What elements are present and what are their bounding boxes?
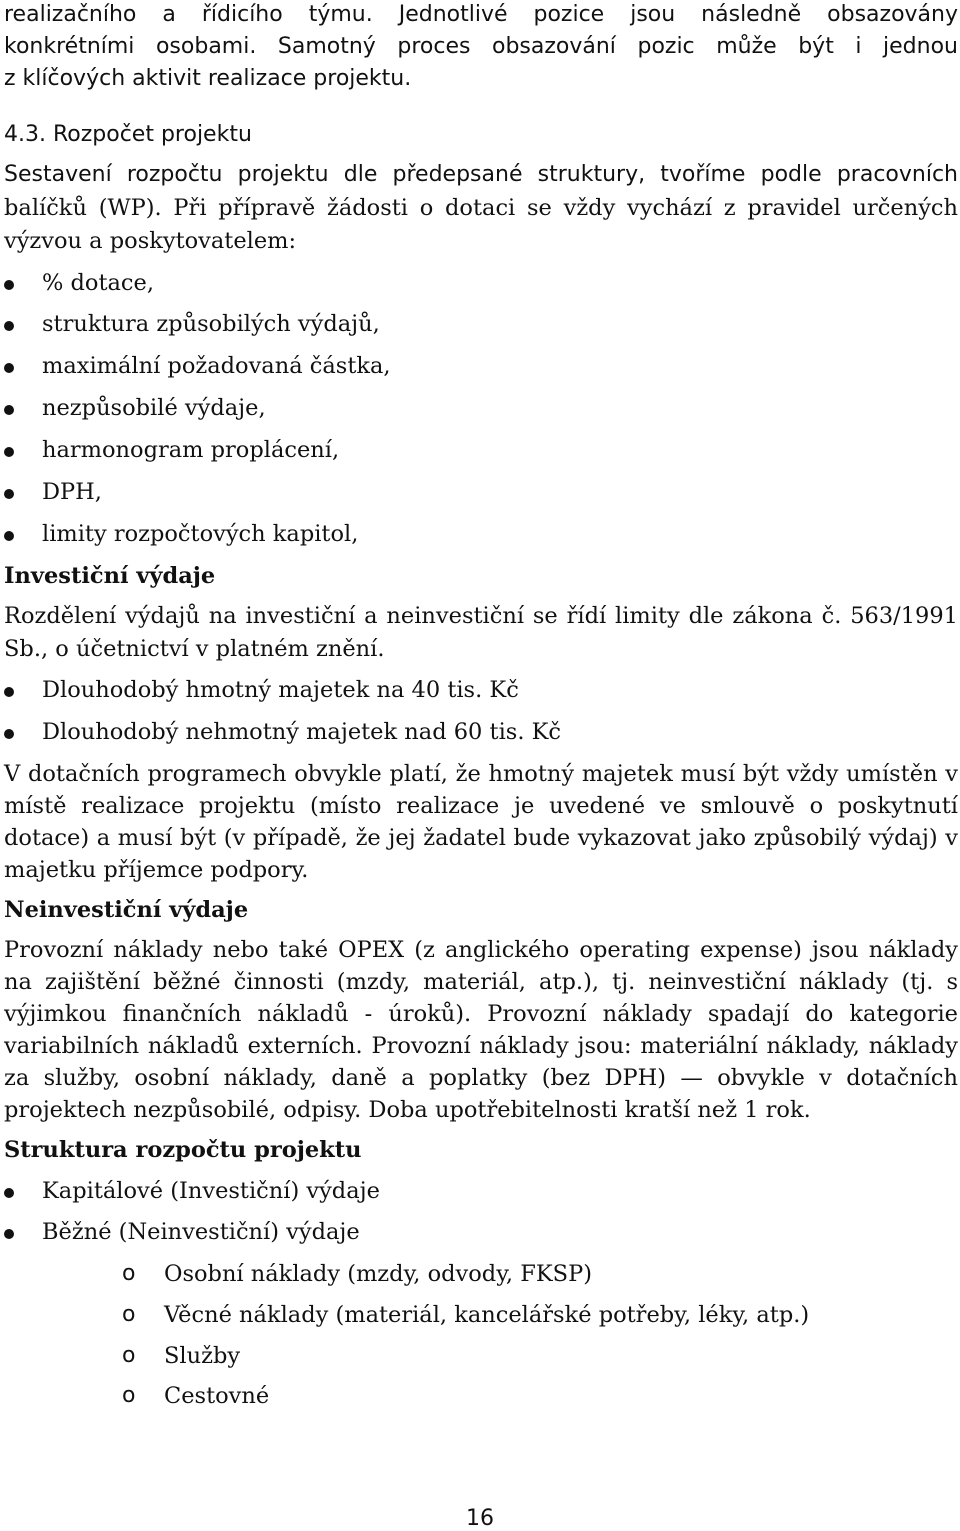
- sub-list-item: Osobní náklady (mzdy, odvody, FKSP): [164, 1261, 592, 1287]
- section-heading: 4.3. Rozpočet projektu: [4, 122, 252, 147]
- sub-bullet-icon: o: [122, 1383, 136, 1408]
- list-item: Dlouhodobý hmotný majetek na 40 tis. Kč: [42, 677, 519, 703]
- investicni-note-line-4: majetku příjemce podpory.: [4, 857, 309, 883]
- neinvesticni-heading: Neinvestiční výdaje: [4, 897, 249, 923]
- list-item: % dotace,: [42, 270, 155, 296]
- bullet-icon: [4, 687, 14, 697]
- bullet-icon: [4, 729, 14, 739]
- struktura-heading: Struktura rozpočtu projektu: [4, 1137, 362, 1163]
- sub-list-item: Služby: [164, 1343, 241, 1369]
- intro-line-1: realizačního a řídicího týmu. Jednotlivé pozice jsou následně obsazovány: [4, 2, 958, 27]
- investicni-note-line-1: V dotačních programech obvykle platí, že hmotný majetek musí být vždy umístěn v: [4, 761, 958, 787]
- sub-list-item: Věcné náklady (materiál, kancelářské potřeby, léky, atp.): [164, 1302, 810, 1328]
- sub-bullet-icon: o: [122, 1302, 136, 1327]
- bullet-icon: [4, 405, 14, 415]
- bullet-icon: [4, 363, 14, 373]
- bullet-icon: [4, 489, 14, 499]
- list-item: struktura způsobilých výdajů,: [42, 311, 380, 337]
- bullet-icon: [4, 321, 14, 331]
- page-number: 16: [466, 1506, 494, 1531]
- section-paragraph-line-3: výzvou a poskytovatelem:: [4, 228, 297, 254]
- bullet-icon: [4, 1188, 14, 1198]
- list-item: Dlouhodobý nehmotný majetek nad 60 tis. Kč: [42, 719, 562, 745]
- list-item: Běžné (Neinvestiční) výdaje: [42, 1219, 360, 1245]
- sub-bullet-icon: o: [122, 1343, 136, 1368]
- neinvesticni-line-6: projektech nezpůsobilé, odpisy. Doba upotřebitelnosti kratší než 1 rok.: [4, 1097, 811, 1123]
- section-paragraph-line-1: Sestavení rozpočtu projektu dle předepsané struktury, tvoříme podle pracovních: [4, 162, 958, 187]
- neinvesticni-line-4: variabilních nákladů externích. Provozní náklady jsou: materiální náklady, náklady: [4, 1033, 958, 1059]
- bullet-icon: [4, 280, 14, 290]
- list-item: harmonogram proplácení,: [42, 437, 340, 463]
- list-item: DPH,: [42, 479, 102, 505]
- investicni-paragraph-line-2: Sb., o účetnictví v platném znění.: [4, 636, 385, 662]
- sub-list-item: Cestovné: [164, 1383, 270, 1409]
- sub-bullet-icon: o: [122, 1261, 136, 1286]
- neinvesticni-line-1: Provozní náklady nebo také OPEX (z anglického operating expense) jsou náklady: [4, 937, 958, 963]
- intro-line-3: z klíčových aktivit realizace projektu.: [4, 66, 412, 91]
- list-item: nezpůsobilé výdaje,: [42, 395, 266, 421]
- investicni-note-line-2: místě realizace projektu (místo realizace je uvedené ve smlouvě o poskytnutí: [4, 793, 958, 819]
- bullet-icon: [4, 531, 14, 541]
- investicni-heading: Investiční výdaje: [4, 563, 216, 589]
- investicni-paragraph-line-1: Rozdělení výdajů na investiční a neinvestiční se řídí limity dle zákona č. 563/1991: [4, 603, 958, 629]
- list-item: limity rozpočtových kapitol,: [42, 521, 359, 547]
- neinvesticni-line-5: za služby, osobní náklady, daně a poplatky (bez DPH) — obvykle v dotačních: [4, 1065, 958, 1091]
- neinvesticni-line-2: na zajištění běžné činnosti (mzdy, materiál, atp.), tj. neinvestiční náklady (tj. s: [4, 969, 958, 995]
- list-item: maximální požadovaná částka,: [42, 353, 391, 379]
- bullet-icon: [4, 1229, 14, 1239]
- neinvesticni-line-3: výjimkou finančních nákladů - úroků). Provozní náklady spadají do kategorie: [4, 1001, 958, 1027]
- investicni-note-line-3: dotace) a musí být (v případě, že jej žadatel bude vykazovat jako způsobilý výdaj) v: [4, 825, 958, 851]
- bullet-icon: [4, 447, 14, 457]
- list-item: Kapitálové (Investiční) výdaje: [42, 1178, 380, 1204]
- intro-line-2: konkrétními osobami. Samotný proces obsazování pozic může být i jednou: [4, 34, 958, 59]
- section-paragraph-line-2: balíčků (WP). Při přípravě žádosti o dotaci se vždy vychází z pravidel určených: [4, 195, 958, 221]
